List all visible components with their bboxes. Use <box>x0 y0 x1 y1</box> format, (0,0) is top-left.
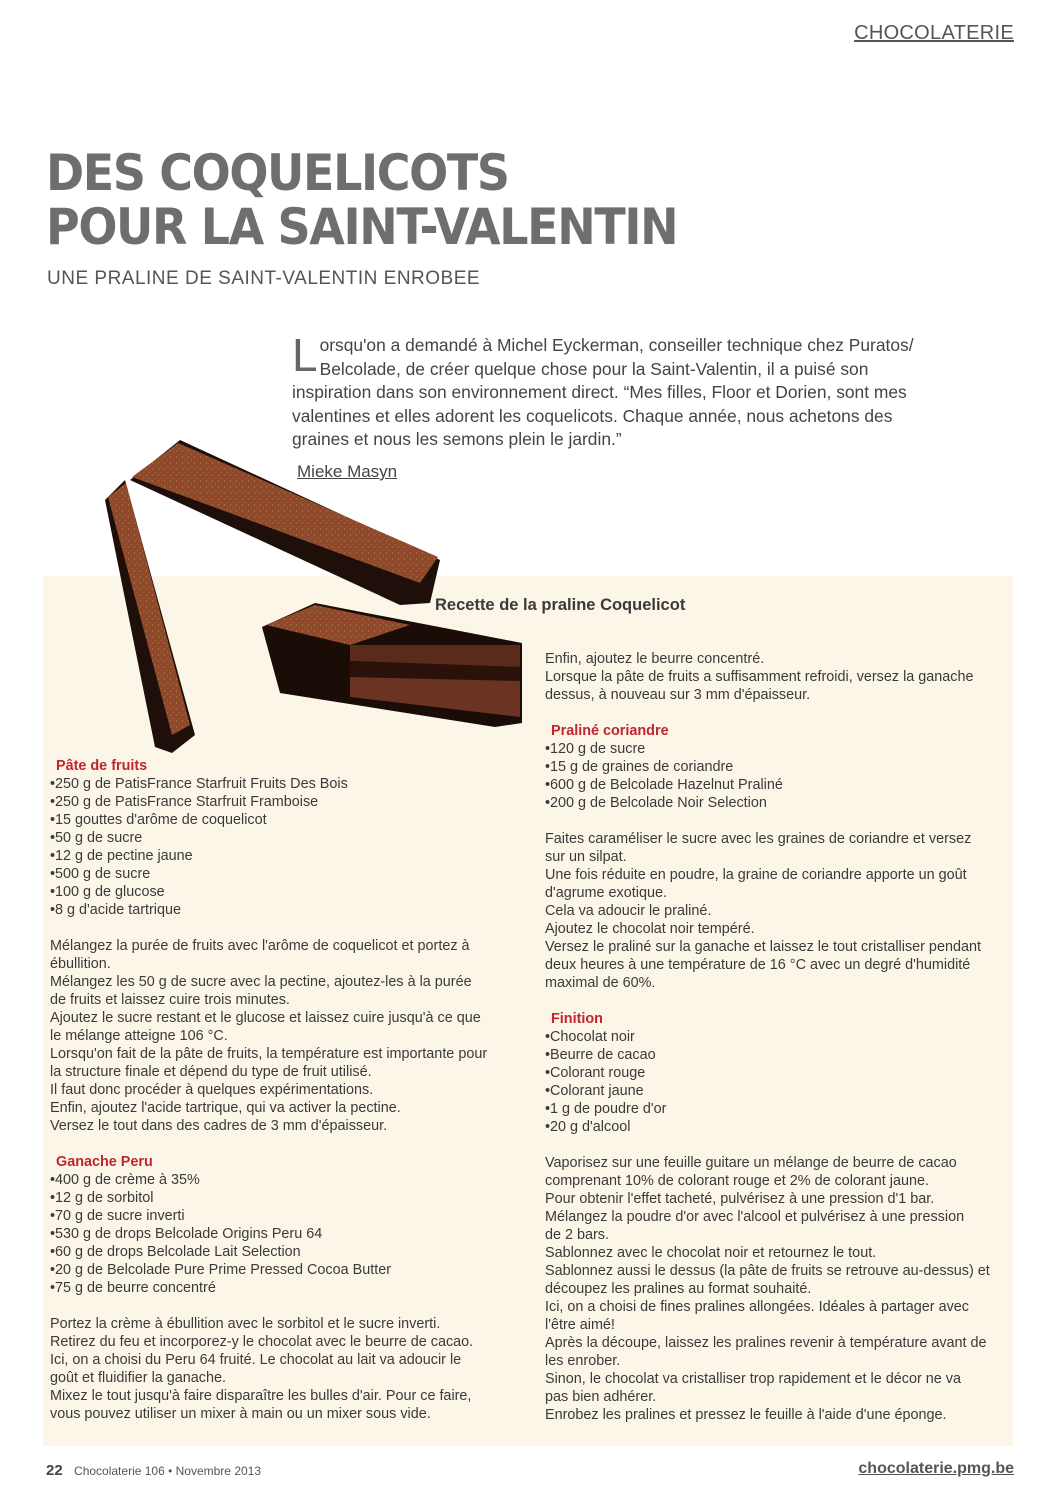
text-line: •Beurre de cacao <box>545 1047 656 1063</box>
footer-issue <box>46 1462 261 1479</box>
text-line: dessus, à nouveau sur 3 mm d'épaisseur. <box>545 687 811 703</box>
text-line: •100 g de glucose <box>50 884 165 900</box>
text-line: valentines et elles adorent les coquelicots. Chaque année, nous achetons des <box>292 405 893 426</box>
text-line: Cela va adoucir le praliné. <box>545 903 712 919</box>
text-line: Une fois réduite en poudre, la graine de coriandre apporte un goût <box>545 867 967 883</box>
text-line: •400 g de crème à 35% <box>50 1172 200 1188</box>
text-line: Versez le praliné sur la ganache et laissez le tout cristalliser pendant <box>545 939 981 955</box>
text-line: •15 gouttes d'arôme de coquelicot <box>50 812 267 828</box>
text-line: •15 g de graines de coriandre <box>545 759 734 775</box>
text-line: •Chocolat noir <box>545 1029 635 1045</box>
title-line-2: POUR LA SAINT-VALENTIN <box>46 198 678 256</box>
text-line: Ajoutez le chocolat noir tempéré. <box>545 921 755 937</box>
praline-photo <box>100 435 530 755</box>
intro-paragraph <box>292 329 932 452</box>
text-line: •70 g de sucre inverti <box>50 1208 185 1224</box>
praline-bar-lower <box>105 480 195 753</box>
text-line: •50 g de sucre <box>50 830 143 846</box>
section-label[interactable]: CHOCOLATERIE <box>854 22 1014 44</box>
text-line: Enrobez les pralines et pressez le feuille à l'aide d'une éponge. <box>545 1407 947 1423</box>
method-ganache-continued <box>545 650 1000 704</box>
heading-praline-coriandre: Praliné coriandre <box>551 723 669 739</box>
text-line: •Colorant jaune <box>545 1083 644 1099</box>
heading-ganache-peru: Ganache Peru <box>56 1154 153 1170</box>
issue-info: Chocolaterie 106 • Novembre 2013 <box>74 1464 262 1478</box>
website-link[interactable]: chocolaterie.pmg.be <box>858 1460 1014 1477</box>
recipe-column-right <box>545 650 1000 1424</box>
text-line: inspiration dans son environnement direct. “Mes filles, Floor et Dorien, sont mes <box>292 382 907 402</box>
page-number: 22 <box>46 1462 63 1479</box>
text-line: Sablonnez aussi le dessus (la pâte de fruits se retrouve au-dessus) et <box>545 1263 990 1279</box>
text-line: de 2 bars. <box>545 1227 609 1243</box>
text-line: Versez le tout dans des cadres de 3 mm d'épaisseur. <box>50 1118 388 1134</box>
text-line: •120 g de sucre <box>545 741 646 757</box>
author-byline[interactable]: Mieke Masyn <box>297 462 398 481</box>
ingredients-praline-coriandre <box>545 740 1000 812</box>
ingredients-finition <box>545 1028 1000 1136</box>
text-line: Sinon, le chocolat va cristalliser trop rapidement et le décor ne va <box>545 1371 961 1387</box>
text-line: Sablonnez avec le chocolat noir et retournez le tout. <box>545 1245 877 1261</box>
text-line: Il faut donc procéder à quelques expérimentations. <box>50 1082 374 1098</box>
text-line: •12 g de pectine jaune <box>50 848 193 864</box>
text-line: les enrober. <box>545 1353 621 1369</box>
text-line: graines et nous les semons plein le jardin.” <box>292 429 622 449</box>
text-line: •8 g d'acide tartrique <box>50 902 181 918</box>
text-line: Faites caraméliser le sucre avec les graines de coriandre et versez <box>545 831 972 847</box>
praline-bar-upper <box>130 440 440 605</box>
text-line: Vaporisez sur une feuille guitare un mélange de beurre de cacao <box>545 1155 957 1171</box>
heading-finition: Finition <box>551 1011 603 1027</box>
text-line: •12 g de sorbitol <box>50 1190 154 1206</box>
recipe-title: Recette de la praline Coquelicot <box>435 596 686 614</box>
text-line: •530 g de drops Belcolade Origins Peru 64 <box>50 1226 323 1242</box>
text-line: •1 g de poudre d'or <box>545 1101 667 1117</box>
text-line: •250 g de PatisFrance Starfruit Framboise <box>50 794 319 810</box>
text-line: de fruits et laissez cuire trois minutes. <box>50 992 290 1008</box>
text-line: maximal de 60%. <box>545 975 656 991</box>
text-line: l'être aimé! <box>545 1317 615 1333</box>
text-line: Mélangez la purée de fruits avec l'arôme de coquelicot et portez à <box>50 938 470 954</box>
text-line: Lorsque la pâte de fruits a suffisamment refroidi, versez la ganache <box>545 669 974 685</box>
drop-cap: L <box>292 329 318 381</box>
text-line: •600 g de Belcolade Hazelnut Praliné <box>545 777 783 793</box>
text-line: Enfin, ajoutez l'acide tartrique, qui va activer la pectine. <box>50 1100 401 1116</box>
method-ganache-peru <box>50 1315 515 1423</box>
text-line: sur un silpat. <box>545 849 627 865</box>
text-line: la structure finale et dépend du type de fruit utilisé. <box>50 1064 372 1080</box>
intro-text <box>292 329 914 449</box>
text-line: le mélange atteigne 106 °C. <box>50 1028 228 1044</box>
text-line: deux heures à une température de 16 °C avec un degré d'humidité <box>545 957 971 973</box>
text-line: Mélangez la poudre d'or avec l'alcool et pulvérisez à une pression <box>545 1209 965 1225</box>
method-pate-de-fruits <box>50 937 515 1135</box>
text-line: Ici, on a choisi du Peru 64 fruité. Le chocolat au lait va adoucir le <box>50 1352 462 1368</box>
text-line: d'agrume exotique. <box>545 885 667 901</box>
text-line: Ajoutez le sucre restant et le glucose et laissez cuire jusqu'à ce que <box>50 1010 481 1026</box>
text-line: •75 g de beurre concentré <box>50 1280 216 1296</box>
text-line: Retirez du feu et incorporez-y le chocolat avec le beurre de cacao. <box>50 1334 474 1350</box>
text-line: •20 g d'alcool <box>545 1119 631 1135</box>
text-line: Mixez le tout jusqu'à faire disparaître les bulles d'air. Pour ce faire, <box>50 1388 472 1404</box>
ingredients-ganache-peru <box>50 1171 515 1297</box>
text-line: orsqu'on a demandé à Michel Eyckerman, conseiller technique chez Puratos/ <box>319 335 914 355</box>
article-subtitle: UNE PRALINE DE SAINT-VALENTIN ENROBEE <box>47 268 481 289</box>
method-finition <box>545 1154 1000 1424</box>
recipe-column-left <box>50 757 515 1423</box>
text-line: •500 g de sucre <box>50 866 151 882</box>
text-line: •Colorant rouge <box>545 1065 646 1081</box>
title-line-1: DES COQUELICOTS <box>46 144 509 202</box>
text-line: goût et fluidifier la ganache. <box>50 1370 227 1386</box>
heading-pate-de-fruits: Pâte de fruits <box>56 758 148 774</box>
text-line: Pour obtenir l'effet tacheté, pulvérisez à une pression d'1 bar. <box>545 1191 935 1207</box>
text-line: ébullition. <box>50 956 111 972</box>
text-line: •250 g de PatisFrance Starfruit Fruits Des Bois <box>50 776 348 792</box>
text-line: pas bien adhérer. <box>545 1389 657 1405</box>
text-line: •200 g de Belcolade Noir Selection <box>545 795 767 811</box>
praline-cut <box>262 603 522 727</box>
text-line: Belcolade, de créer quelque chose pour la Saint-Valentin, il a puisé son <box>319 358 869 379</box>
text-line: vous pouvez utiliser un mixer à main ou un mixer sous vide. <box>50 1406 431 1422</box>
article-title <box>46 146 677 254</box>
text-line: Lorsqu'on fait de la pâte de fruits, la température est importante pour <box>50 1046 488 1062</box>
text-line: Après la découpe, laissez les pralines revenir à température avant de <box>545 1335 987 1351</box>
ingredients-pate-de-fruits <box>50 775 515 919</box>
method-praline-coriandre <box>545 830 1000 992</box>
text-line: •20 g de Belcolade Pure Prime Pressed Cocoa Butter <box>50 1262 392 1278</box>
text-line: Enfin, ajoutez le beurre concentré. <box>545 651 765 667</box>
text-line: découpez les pralines au format souhaité. <box>545 1281 812 1297</box>
text-line: comprenant 10% de colorant rouge et 2% de colorant jaune. <box>545 1173 930 1189</box>
text-line: Portez la crème à ébullition avec le sorbitol et le sucre inverti. <box>50 1316 441 1332</box>
text-line: Mélangez les 50 g de sucre avec la pectine, ajoutez-les à la purée <box>50 974 472 990</box>
text-line: Ici, on a choisi de fines pralines allongées. Idéales à partager avec <box>545 1299 969 1315</box>
text-line: •60 g de drops Belcolade Lait Selection <box>50 1244 301 1260</box>
